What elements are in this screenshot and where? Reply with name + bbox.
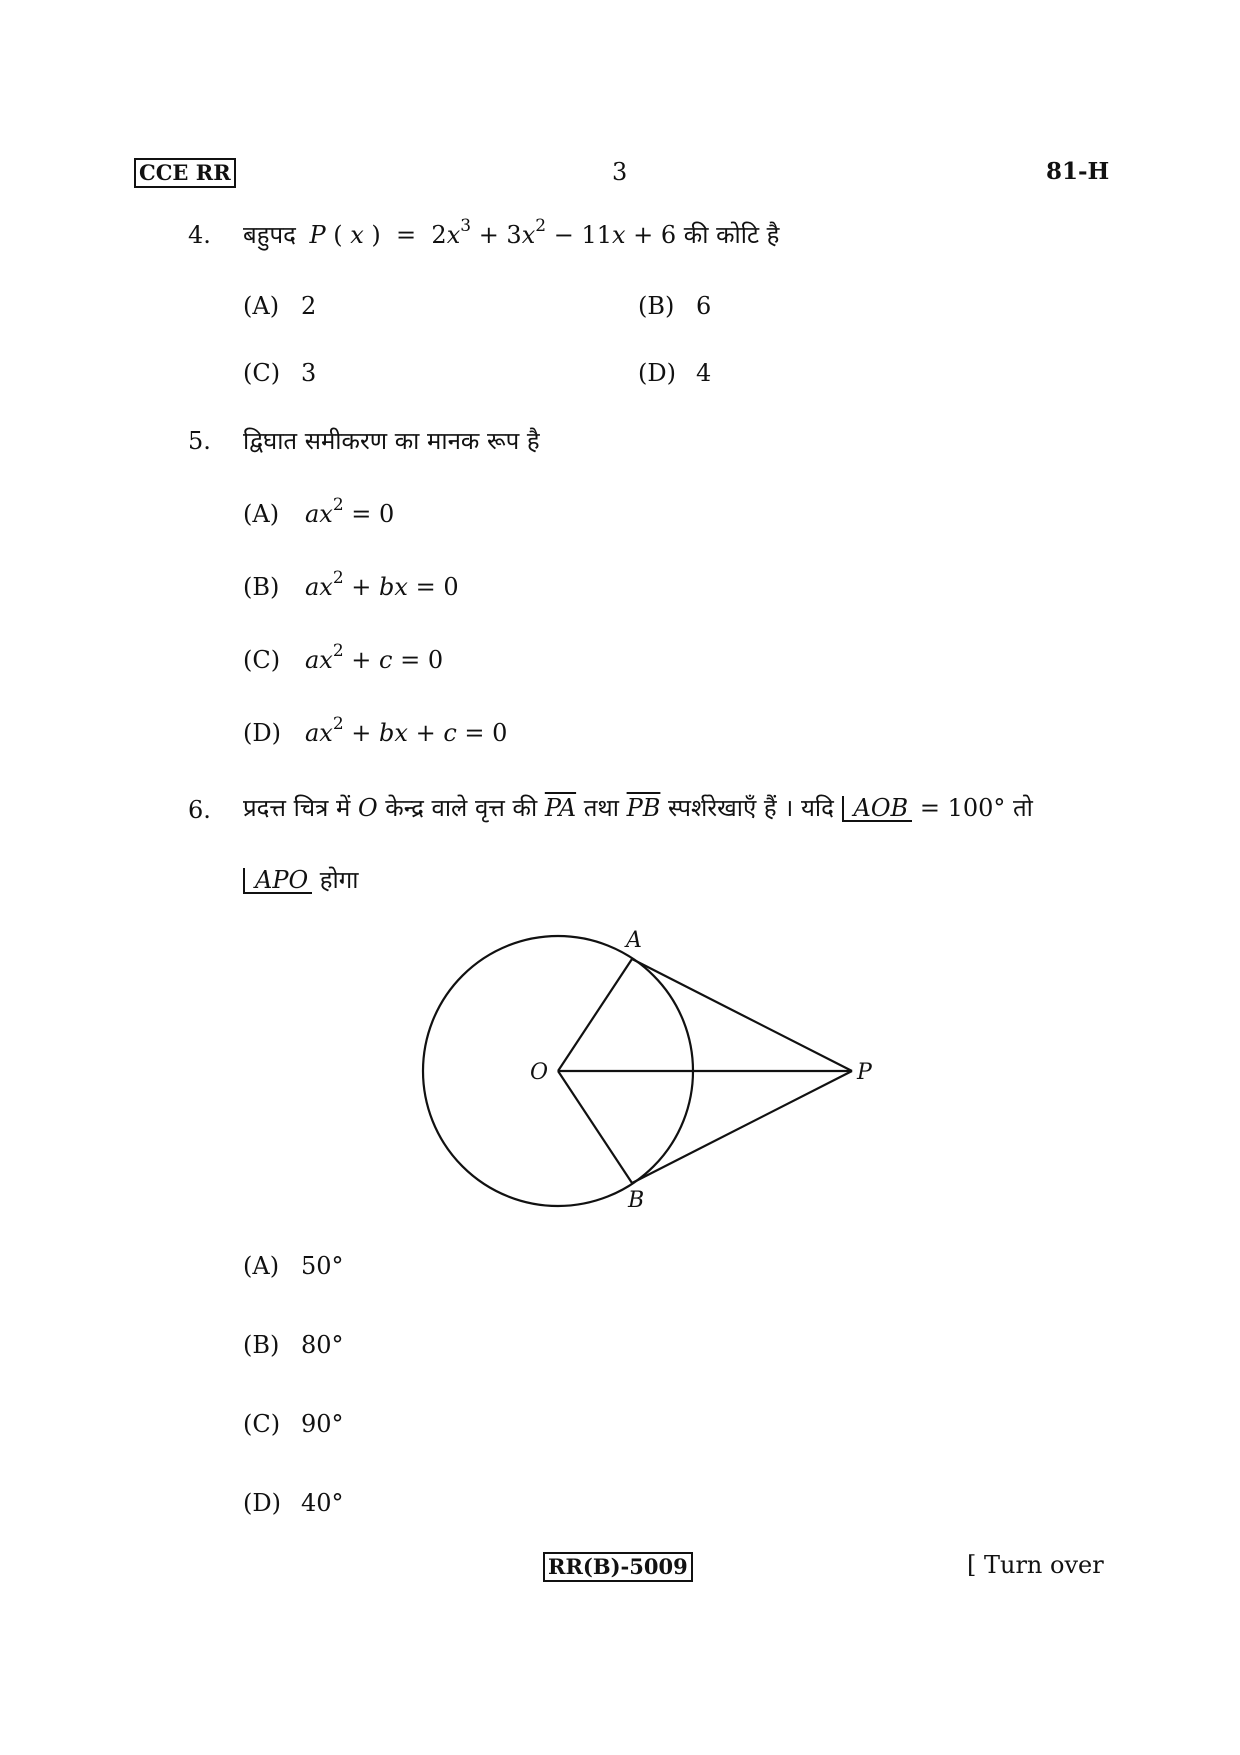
option-value: 90° bbox=[301, 1410, 344, 1438]
tangent-pb bbox=[632, 1071, 852, 1183]
question-5-number: 5. bbox=[188, 427, 211, 455]
radius-ob bbox=[558, 1071, 632, 1183]
option-value: 80° bbox=[301, 1331, 344, 1359]
turn-over-text: [ Turn over bbox=[967, 1551, 1104, 1579]
option-label: (A) bbox=[243, 1252, 280, 1280]
option-label: (A) bbox=[243, 292, 280, 320]
option-label: (B) bbox=[638, 292, 675, 320]
header-code-box: CCE RR bbox=[134, 158, 236, 188]
page-number: 3 bbox=[612, 158, 628, 186]
q5-option-b[interactable] bbox=[243, 568, 459, 602]
option-value: 50° bbox=[301, 1252, 344, 1280]
question-4-text bbox=[243, 216, 780, 250]
label-b: B bbox=[628, 1188, 645, 1213]
label-p: P bbox=[857, 1060, 872, 1085]
tangent-figure bbox=[400, 915, 900, 1215]
option-value: $ax^2$ + bx = 0 bbox=[305, 568, 459, 601]
q4-option-a[interactable] bbox=[243, 291, 316, 321]
tangent-pa bbox=[632, 959, 852, 1071]
q6-text-part2: केन्द्र वाले वृत्त की bbox=[385, 794, 538, 822]
option-label: (D) bbox=[243, 1489, 281, 1517]
q4-option-b[interactable] bbox=[638, 291, 711, 321]
label-o: O bbox=[530, 1060, 549, 1085]
q6-option-c[interactable] bbox=[243, 1409, 344, 1439]
q6-given-angle: AOB bbox=[842, 796, 913, 822]
q6-tangent-pb: $\overline{PB}$ bbox=[626, 794, 661, 822]
q4-option-d[interactable] bbox=[638, 358, 711, 388]
question-4-expression: P ( x ) = $2x^3 + 3x^2 - 11x + 6$ bbox=[309, 216, 684, 249]
question-4-suffix: की कोटि है bbox=[683, 221, 780, 249]
q6-text-part1: प्रदत्त चित्र में bbox=[243, 794, 351, 822]
option-value: 4 bbox=[696, 359, 712, 387]
option-label: (C) bbox=[243, 359, 281, 387]
option-value: 3 bbox=[301, 359, 317, 387]
q5-option-a[interactable] bbox=[243, 495, 395, 529]
question-4-prefix: बहुपद bbox=[243, 221, 296, 249]
option-value: 40° bbox=[301, 1489, 344, 1517]
option-label: (B) bbox=[243, 1331, 280, 1359]
q6-given-value: = 100° तो bbox=[919, 794, 1033, 822]
question-6-text-line2 bbox=[243, 865, 359, 895]
q6-text-part4: स्पर्शरेखाएँ हैं । यदि bbox=[668, 794, 834, 822]
option-label: (D) bbox=[638, 359, 676, 387]
q6-text-part3: तथा bbox=[583, 794, 619, 822]
option-value: $ax^2$ + bx + c = 0 bbox=[305, 714, 508, 747]
label-a: A bbox=[626, 928, 642, 953]
q6-text-part5: होगा bbox=[319, 866, 359, 894]
option-label: (A) bbox=[243, 500, 280, 528]
option-value: $ax^2 = 0$ bbox=[305, 495, 395, 528]
question-6-number: 6. bbox=[188, 796, 211, 824]
q5-option-c[interactable] bbox=[243, 641, 444, 675]
option-label: (C) bbox=[243, 1410, 281, 1438]
option-label: (C) bbox=[243, 646, 281, 674]
q6-center: O bbox=[357, 794, 378, 822]
option-value: $ax^2 + c = 0$ bbox=[305, 641, 444, 674]
q6-asked-angle: APO bbox=[243, 868, 312, 894]
q6-option-b[interactable] bbox=[243, 1330, 344, 1360]
paper-code: 81-H bbox=[1046, 158, 1110, 185]
q6-option-d[interactable] bbox=[243, 1488, 344, 1518]
option-label: (B) bbox=[243, 573, 280, 601]
option-label: (D) bbox=[243, 719, 281, 747]
question-5-text: द्विघात समीकरण का मानक रूप है bbox=[243, 427, 540, 455]
question-4-number: 4. bbox=[188, 221, 211, 249]
q6-option-a[interactable] bbox=[243, 1251, 344, 1281]
option-value: 2 bbox=[301, 292, 317, 320]
radius-oa bbox=[558, 959, 632, 1071]
q4-option-c[interactable] bbox=[243, 358, 316, 388]
question-6-text bbox=[243, 793, 1033, 823]
option-value: 6 bbox=[696, 292, 712, 320]
q6-tangent-pa: $\overline{PA}$ bbox=[544, 794, 577, 822]
q5-option-d[interactable] bbox=[243, 714, 508, 748]
footer-code-box: RR(B)-5009 bbox=[543, 1552, 693, 1582]
